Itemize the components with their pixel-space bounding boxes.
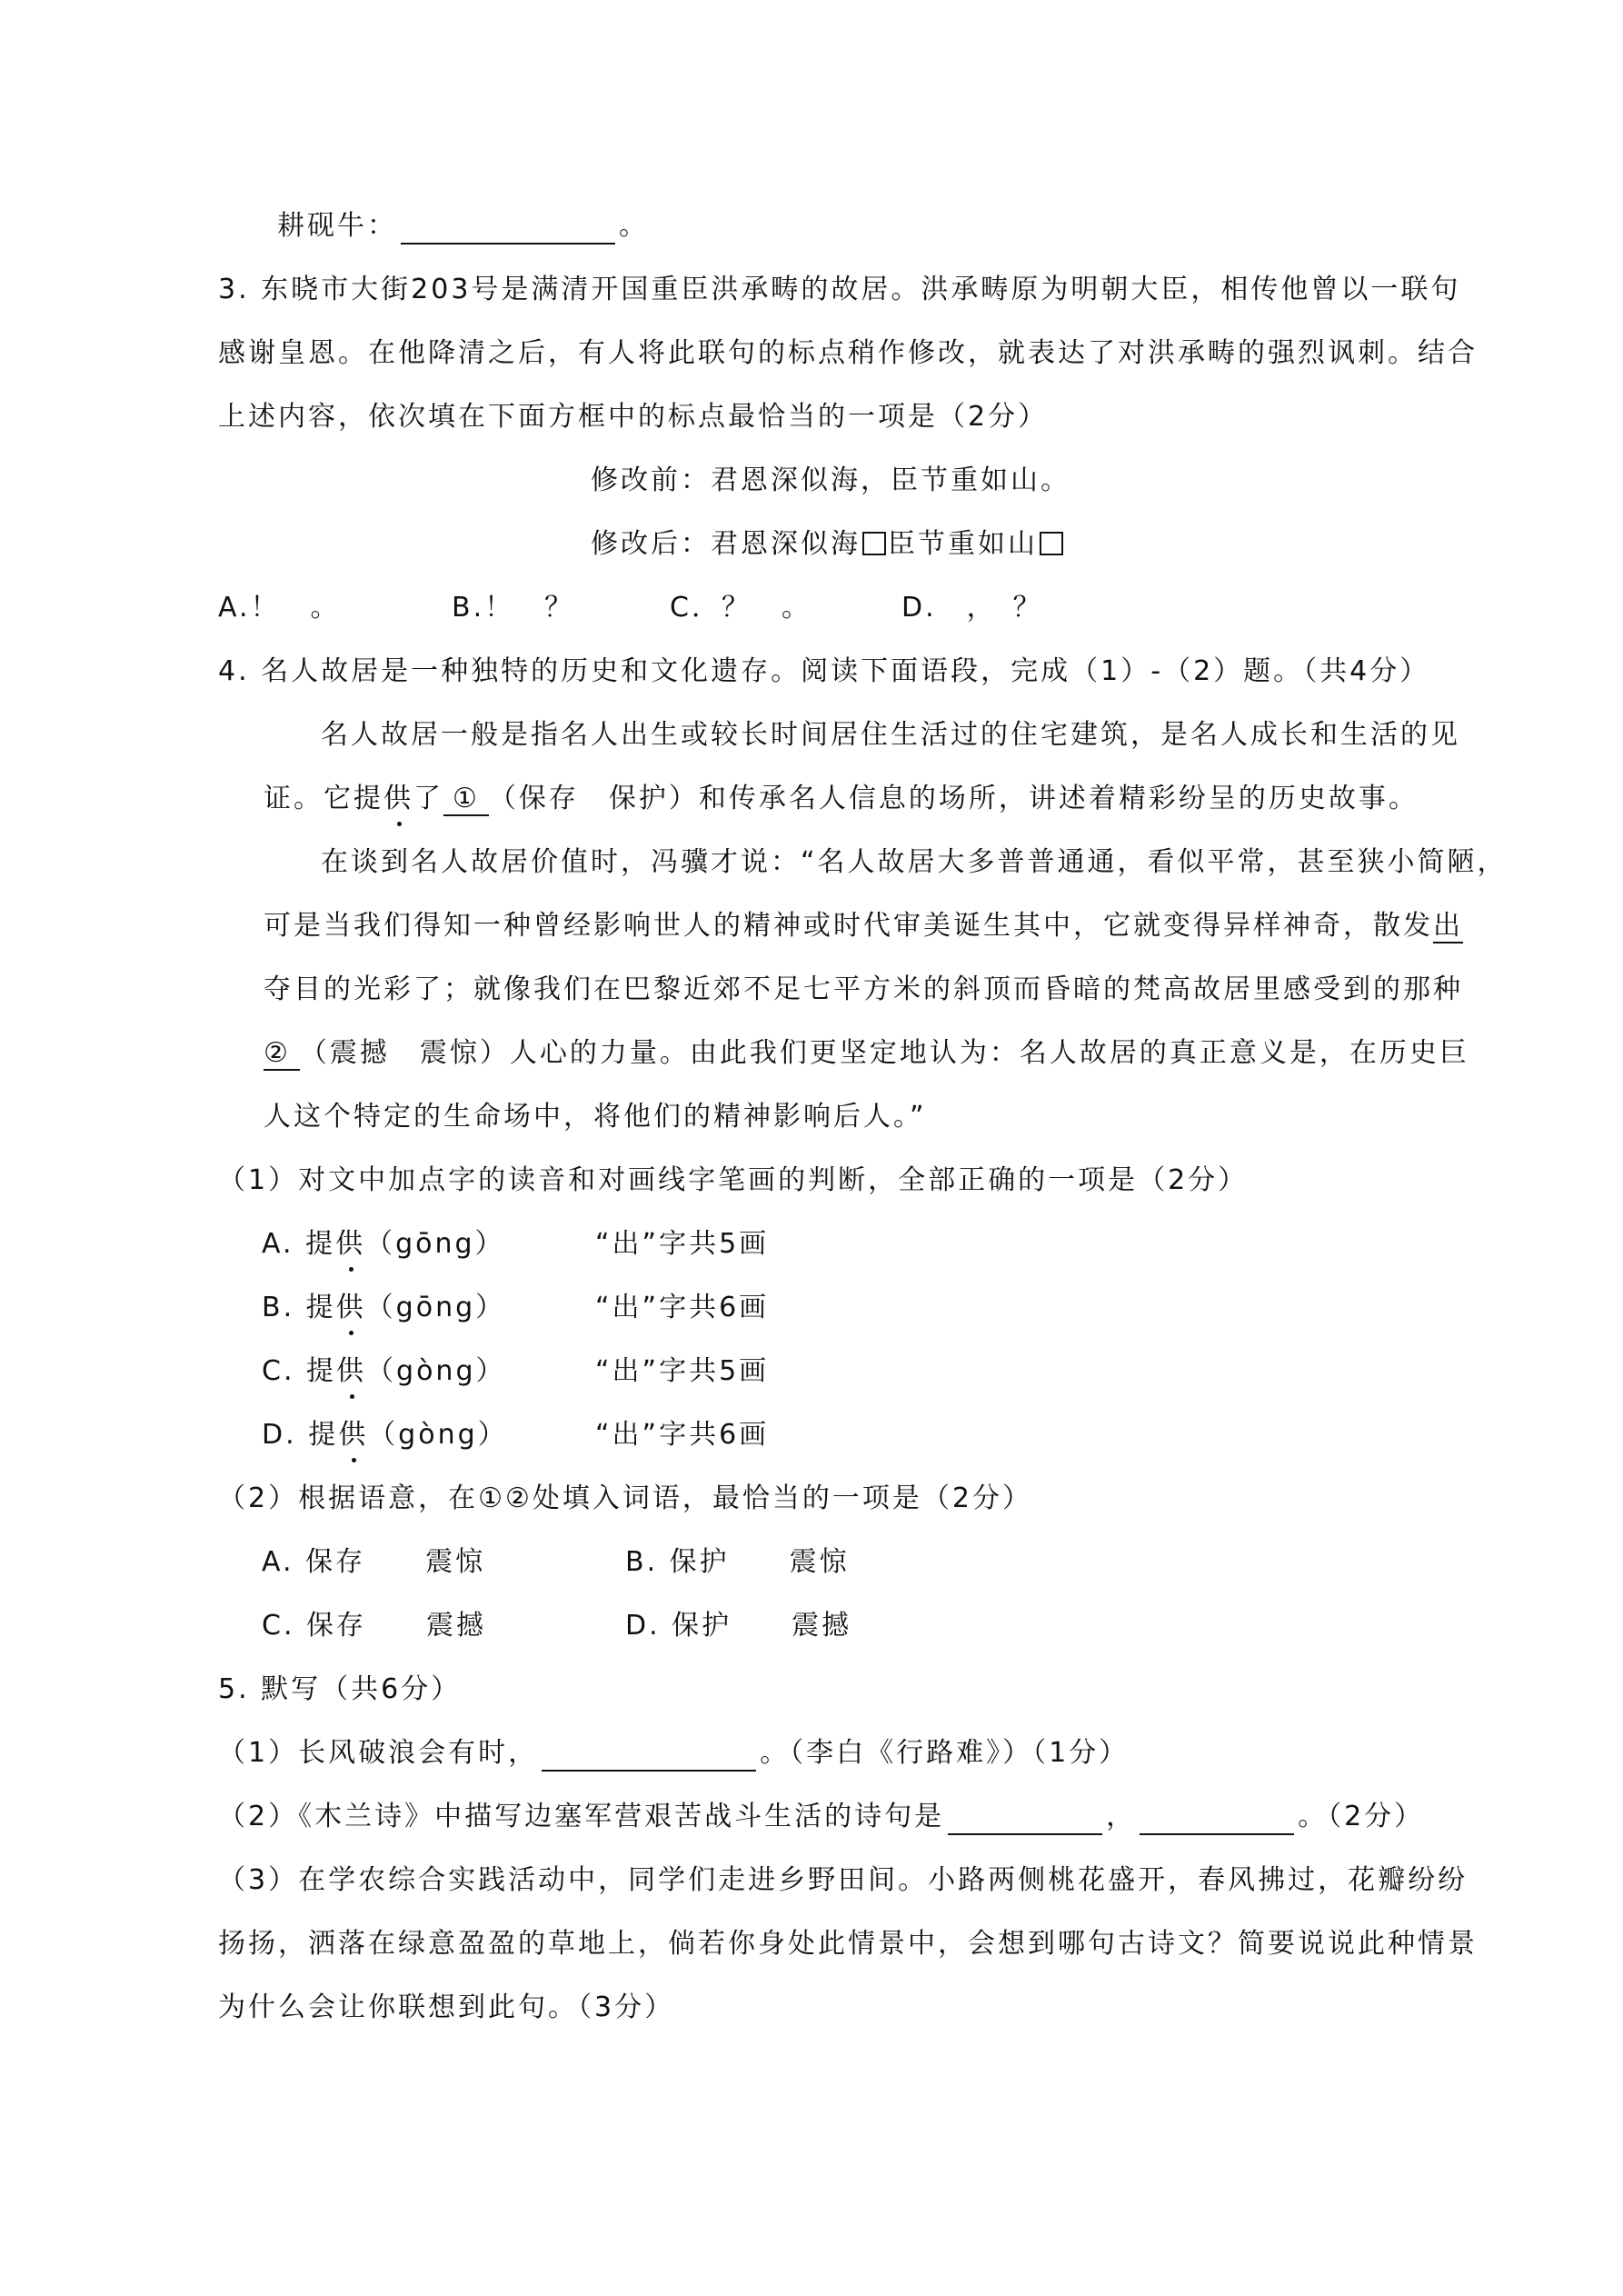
- punctuation-box[interactable]: [1040, 532, 1063, 555]
- q4-sub1-stroke-c: “出”字共5画: [595, 1355, 770, 1387]
- q4-p1-text-a: 证。它提: [264, 783, 383, 814]
- answer-blank[interactable]: [401, 215, 615, 245]
- q5-header: 5. 默写（共6分）: [218, 1673, 462, 1705]
- q4-sub2-option-d[interactable]: D. 保护 震撼: [625, 1610, 852, 1642]
- blank-marker-2: ②: [264, 1037, 300, 1071]
- option-pinyin: （gòng）: [368, 1419, 508, 1451]
- q4-sub1-stroke-b: “出”字共6画: [595, 1292, 770, 1323]
- q4-p2-line5: 人这个特定的生命场中，将他们的精神影响后人。”: [264, 1101, 927, 1133]
- q4-p1-line2: [264, 781, 1419, 817]
- q4-sub2-option-c[interactable]: C. 保存 震撼: [262, 1610, 487, 1642]
- q4-sub1-stroke-a: “出”字共5画: [595, 1228, 770, 1260]
- q4-p2-line1: 在谈到名人故居价值时，冯骥才说：“名人故居大多普普通通，看似平常，甚至狭小简陋，: [321, 846, 1508, 878]
- option-letter: B.: [262, 1292, 295, 1323]
- q4-sub2-option-a[interactable]: A. 保存 震惊: [262, 1546, 486, 1578]
- q5-s2-text-a: （2）《木兰诗》中描写边塞军营艰苦战斗生活的诗句是: [218, 1801, 945, 1832]
- option-letter: D.: [262, 1419, 297, 1451]
- option-pinyin: （gòng）: [366, 1355, 506, 1387]
- q3-option-b[interactable]: B.！ ？: [452, 592, 575, 624]
- gengyanniu-line: [277, 208, 649, 245]
- option-char: 提: [305, 1292, 336, 1323]
- q5-s2: [218, 1799, 1424, 1835]
- q3-line2: 感谢皇恩。在他降清之后，有人将此联句的标点稍作修改，就表达了对洪承畴的强烈讽刺。结合: [218, 337, 1478, 369]
- q3-option-a[interactable]: A.！ 。: [218, 592, 341, 624]
- answer-blank[interactable]: [542, 1742, 756, 1772]
- gengyanniu-label: 耕砚牛：: [277, 210, 397, 242]
- q5-s1: [218, 1735, 1129, 1772]
- q4-p2-line3: 夺目的光彩了；就像我们在巴黎近郊不足七平方米的斜顶而昏暗的梵高故居里感受到的那种: [264, 973, 1463, 1005]
- q4-sub1-option-b[interactable]: [262, 1290, 505, 1326]
- q4-p2-text-4: （震撼 震惊）人心的力量。由此我们更坚定地认为：名人故居的真正意义是，在历史巨: [299, 1037, 1469, 1069]
- q4-sub1-stem: （1）对文中加点字的读音和对画线字笔画的判断，全部正确的一项是（2分）: [218, 1164, 1249, 1196]
- q4-p2-line4: [264, 1035, 1469, 1072]
- q3-after-a: 修改后：君恩深似海: [591, 528, 861, 560]
- option-letter: A.: [262, 1228, 294, 1260]
- q5-s1-text-a: （1）长风破浪会有时，: [218, 1737, 539, 1769]
- option-char: 提: [306, 1355, 337, 1387]
- q4-p1-text-c: （保存 保护）和传承名人信息的场所，讲述着精彩纷呈的历史故事。: [488, 783, 1419, 814]
- option-char: 提: [308, 1419, 339, 1451]
- option-pinyin: （gōng）: [365, 1228, 505, 1260]
- q3-line3: 上述内容，依次填在下面方框中的标点最恰当的一项是（2分）: [218, 401, 1049, 433]
- answer-blank[interactable]: [948, 1806, 1102, 1835]
- answer-blank[interactable]: [1140, 1806, 1294, 1835]
- q4-sub1-stroke-d: “出”字共6画: [595, 1419, 770, 1451]
- q3-after: [591, 526, 1065, 563]
- dotted-char: 供: [383, 781, 413, 817]
- q3-after-b: 臣节重如山: [888, 528, 1038, 560]
- q3-option-d[interactable]: D. ， ？: [901, 592, 1043, 624]
- q5-s3-line2: 扬扬，洒落在绿意盈盈的草地上，倘若你身处此情景中，会想到哪句古诗文？简要说说此种情景: [218, 1928, 1478, 1960]
- dotted-char: 供: [336, 1353, 366, 1390]
- q4-p2-line2: [264, 908, 1463, 944]
- q3-before: 修改前：君恩深似海，臣节重如山。: [591, 464, 1070, 496]
- q4-p1-line1: 名人故居一般是指名人出生或较长时间居住生活过的住宅建筑，是名人成长和生活的见: [321, 719, 1460, 751]
- q4-p1-text-b: 了: [413, 783, 443, 814]
- q4-sub1-option-c[interactable]: [262, 1353, 506, 1390]
- dotted-char: 供: [338, 1417, 368, 1453]
- q5-s3-line1: （3）在学农综合实践活动中，同学们走进乡野田间。小路两侧桃花盛开，春风拂过，花瓣纷纷: [218, 1864, 1469, 1896]
- gengyanniu-tail: 。: [619, 210, 649, 242]
- q3-option-c[interactable]: C．？ 。: [670, 592, 812, 624]
- q4-sub2-stem: （2）根据语意，在①②处填入词语，最恰当的一项是（2分）: [218, 1482, 1032, 1514]
- q4-sub2-option-b[interactable]: B. 保护 震惊: [625, 1546, 850, 1578]
- underlined-char: 出: [1433, 910, 1463, 942]
- blank-marker-1: ①: [443, 783, 489, 816]
- q4-header: 4. 名人故居是一种独特的历史和文化遗存。阅读下面语段，完成（1）-（2）题。（共4分）: [218, 655, 1430, 687]
- punctuation-box[interactable]: [862, 532, 886, 555]
- q3-line1: 3. 东晓市大街203号是满清开国重臣洪承畴的故居。洪承畴原为明朝大臣，相传他曾以一联句: [218, 274, 1461, 305]
- q5-s1-text-b: 。（李白《行路难》）（1分）: [760, 1737, 1130, 1769]
- q5-s2-text-b: ，: [1106, 1801, 1137, 1832]
- option-pinyin: （gōng）: [365, 1292, 506, 1323]
- dotted-char: 供: [335, 1226, 365, 1263]
- q5-s2-text-c: 。（2分）: [1298, 1801, 1425, 1832]
- q4-p2-text: 可是当我们得知一种曾经影响世人的精神或时代审美诞生其中，它就变得异样神奇，散发: [264, 910, 1433, 942]
- q5-s3-line3: 为什么会让你联想到此句。（3分）: [218, 1992, 675, 2023]
- q4-sub1-option-d[interactable]: [262, 1417, 508, 1453]
- option-letter: C.: [262, 1355, 295, 1387]
- option-char: 提: [305, 1228, 336, 1260]
- q4-sub1-option-a[interactable]: [262, 1226, 505, 1263]
- dotted-char: 供: [336, 1290, 366, 1326]
